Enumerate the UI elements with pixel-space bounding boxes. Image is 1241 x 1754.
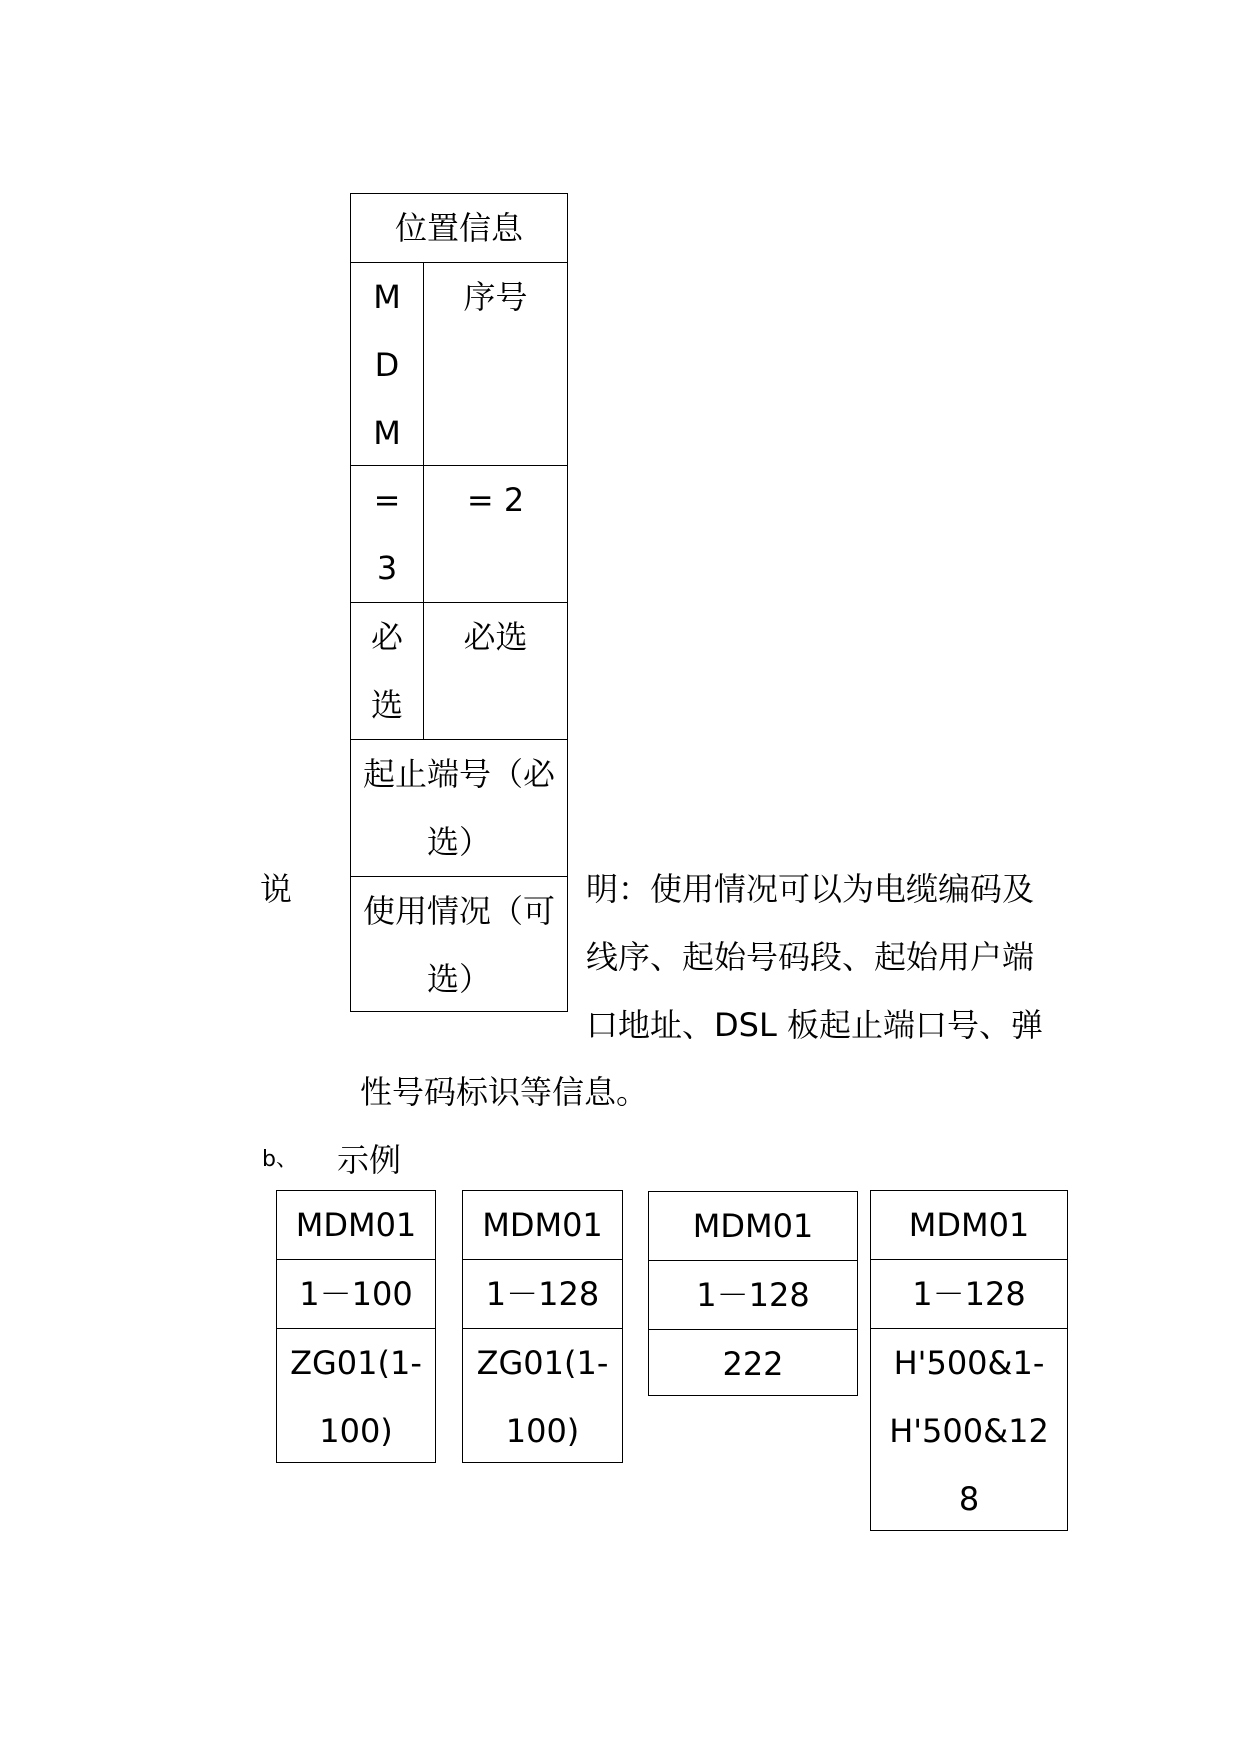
example-table-2-row-2: 1－128: [462, 1259, 623, 1329]
note-line-4: 性号码标识等信息。: [360, 1073, 649, 1111]
example-table-2-row-3: ZG01(1- 100): [462, 1328, 623, 1463]
example-table-1-row-2: 1－100: [276, 1259, 436, 1329]
example-table-4-row-2: 1－128: [870, 1259, 1068, 1329]
structure-cell-eq2: = 2: [423, 465, 568, 603]
structure-title-cell: 位置信息: [350, 193, 568, 263]
note-line-2: 线序、起始号码段、起始用户端: [586, 938, 1035, 976]
structure-cell-mdm: M D M: [350, 262, 424, 466]
structure-cell-eq3: = 3: [350, 465, 424, 603]
example-table-2-row-1: MDM01: [462, 1190, 623, 1260]
structure-cell-required-1: 必 选: [350, 602, 424, 740]
example-prefix: b、: [262, 1147, 298, 1172]
example-table-3-row-1: MDM01: [648, 1191, 858, 1261]
structure-cell-port-range: 起止端号（必 选）: [350, 739, 568, 877]
structure-cell-required-2: 必选: [423, 602, 568, 740]
example-table-3-row-3: 222: [648, 1329, 858, 1396]
example-heading: 示例: [337, 1141, 402, 1179]
note-line-1: 明：使用情况可以为电缆编码及: [586, 870, 1035, 908]
example-table-1-row-3: ZG01(1- 100): [276, 1328, 436, 1463]
example-table-4-row-1: MDM01: [870, 1190, 1068, 1260]
example-table-4-row-3: H'500&1- H'500&12 8: [870, 1328, 1068, 1531]
structure-cell-usage: 使用情况（可 选）: [350, 876, 568, 1012]
example-table-3-row-2: 1－128: [648, 1260, 858, 1330]
structure-cell-serial: 序号: [423, 262, 568, 466]
note-line-3: 口地址、DSL 板起止端口号、弹: [586, 1006, 1043, 1044]
note-label-left: 说: [260, 870, 293, 908]
example-table-1-row-1: MDM01: [276, 1190, 436, 1260]
